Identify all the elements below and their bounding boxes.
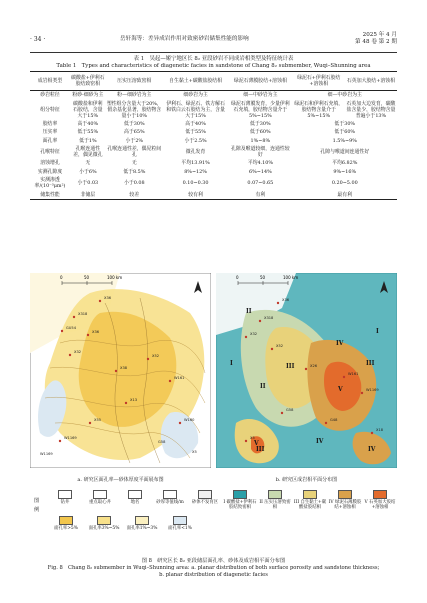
- legend-label: 钻井: [60, 500, 70, 505]
- table-header-cell: 自生黏土+碳酸盐胶结相: [163, 72, 228, 91]
- map-a-caption: a. 研究区面孔率—砂体厚度平面展布图: [77, 477, 164, 483]
- table-cell: 塑性组分含量大于20%，假杂基化显著，胶结物含量小于10%: [106, 100, 162, 119]
- well-label: W1169: [40, 452, 53, 456]
- table-cell: 碳酸盐和伊利石胶结，含量大于15%: [73, 100, 103, 119]
- scale-label: 0: [236, 275, 239, 280]
- table-cell: 微孔发育: [185, 149, 206, 156]
- table-cell: 石英加大边发育，碳酸盐含量少，胶结物含量普遍小于13%: [346, 100, 396, 119]
- table-cell: 孔喉连通性差，偶见粒间孔: [107, 146, 162, 159]
- facies-label: IV: [368, 446, 376, 453]
- table-cell: 平均4.10%: [247, 160, 274, 167]
- legend-swatch: [233, 490, 247, 499]
- table-cell: 8%~12%: [184, 168, 207, 175]
- table-row-label: 溶蚀增孔: [40, 160, 60, 167]
- table-header-cell: 绿泥石+伊利石胶结+溶蚀相: [293, 72, 345, 91]
- table-cell: 孔隙及喉道较细，连通性较好: [231, 146, 290, 159]
- table-header-cell: 压实压溶致密相: [106, 72, 163, 91]
- table-cell: 绿泥石薄膜发育，少量伊利石充填，胶结物含量介于5%~15%: [231, 100, 290, 119]
- table-cell: 细砂岩为主: [183, 92, 208, 99]
- table-row: [30, 159, 397, 167]
- table-row: [30, 137, 397, 145]
- table-cell: 9%~16%: [333, 168, 357, 175]
- well-label: X52: [152, 354, 160, 358]
- legend-swatch: [338, 490, 352, 499]
- table-cell: 低于60%: [334, 129, 356, 136]
- scale-label: 50: [260, 275, 266, 280]
- legend-label: V 石英加大胶结+溶蚀相: [364, 500, 396, 510]
- table-cell: 小于0.08: [123, 180, 145, 187]
- issue-info: [355, 32, 397, 46]
- scale-label: 100 km: [283, 275, 299, 280]
- table-row-label: 储集性能: [30, 190, 70, 199]
- table-cell: 高于65%: [123, 129, 145, 136]
- well-label: G48: [330, 418, 338, 422]
- table-cell: 低于8.5%: [123, 168, 146, 175]
- table-cell: 平均13.91%: [181, 160, 210, 167]
- legend-label: 砂体不发育区: [191, 500, 219, 505]
- legend-porosity-item: [162, 516, 198, 531]
- table-cell: 较差: [106, 190, 163, 199]
- well-label: W160: [184, 418, 195, 422]
- well-label: GU54: [66, 326, 76, 330]
- figure-caption: [30, 558, 397, 579]
- map-b-svg: [216, 273, 397, 468]
- diagenetic-facies-table: [30, 71, 397, 200]
- table-caption-en: Table 1 Types and characteristics of diagenetic facies in sandstone of Chang 8₂ submember, Wuqi–Shunning area: [56, 63, 371, 69]
- table-cell: 低于30%: [250, 120, 271, 127]
- table-row-label: 孔喉特征: [40, 149, 60, 156]
- legend-porosity-item: [48, 516, 84, 531]
- well-label: X36: [104, 296, 112, 300]
- table-row: [30, 91, 397, 100]
- legend-label: 砂厚等值线/m: [156, 500, 184, 505]
- running-title: 岳轩海等：差异成岩作用对致密砂岩储集性能的影响: [120, 36, 249, 42]
- figure-caption-en-2: b. planar distribution of diagenetic facies: [159, 572, 268, 578]
- table-row: [30, 120, 397, 128]
- table-cell: 粉砂-细砂为主: [72, 92, 104, 99]
- well-label: X32: [74, 350, 82, 354]
- table-cell: 低于60%: [250, 129, 271, 136]
- table-row: [30, 190, 397, 199]
- table-caption-cn: 表 1 吴起—姬宁地区长 8₂ 亚段砂岩不同成岩相类型及特征统计表: [133, 56, 294, 62]
- legend-swatch: [93, 490, 107, 499]
- legend-label: III 自生黏土+碳酸盐胶结相: [293, 500, 327, 510]
- well-label: X318: [78, 312, 88, 316]
- scale-label: 50: [84, 275, 90, 280]
- well-label: W161: [174, 376, 185, 380]
- scale-label: 0: [60, 275, 63, 280]
- well-label: X32: [250, 332, 258, 336]
- well-label: X36: [92, 330, 100, 334]
- table-cell: 高于40%: [185, 120, 206, 127]
- issue-date: 2025 年 4 月: [362, 32, 397, 38]
- legend-title: 图例: [34, 498, 40, 513]
- facies-label: III: [286, 363, 295, 370]
- table-row-label: 组分特征: [40, 106, 60, 113]
- table-row-label: 面孔率: [42, 137, 58, 144]
- table-cell: 小于2%: [125, 137, 144, 144]
- legend-item: [188, 490, 222, 505]
- well-label: X26: [310, 364, 318, 368]
- legend-swatch: [58, 490, 72, 499]
- legend-label: 面孔率<1%: [168, 526, 192, 531]
- legend-label: 面孔率3%~5%: [88, 526, 120, 531]
- table-cell: 无: [131, 160, 137, 167]
- facies-label: II: [260, 383, 266, 390]
- table-cell: 平均6.82%: [332, 160, 358, 167]
- header-rule: [30, 52, 397, 53]
- running-header: [30, 32, 397, 54]
- map-b-caption: b. 研究区成岩相平面分布图: [275, 477, 338, 483]
- legend-label: I 碳酸盐+伊利石胶结致密相: [223, 500, 257, 510]
- table-cell: 低于30%: [123, 120, 145, 127]
- legend-swatch: [135, 516, 149, 525]
- well-label: X318: [264, 316, 274, 320]
- table-cell: 小于6%: [79, 168, 97, 175]
- map-b-diagenetic-facies: [216, 273, 397, 468]
- table-cell: 孔喉连通性差，偶见微孔: [73, 146, 103, 159]
- table-cell: 1%~8%: [250, 137, 271, 144]
- facies-label: IV: [316, 438, 324, 445]
- legend-item: [363, 490, 397, 510]
- legend-swatch: [373, 490, 387, 499]
- legend-label: II 压实压溶致密相: [259, 500, 291, 510]
- table-cell: 0.07~0.65: [247, 180, 274, 187]
- well-label: W1169: [64, 436, 77, 440]
- figure-caption-en-1: Fig. 8 Chang 8₂ submember in Wuqi–Shunning area: a. planar distribution of both surface porosity and sandstone thickness;: [47, 565, 380, 571]
- table-cell: 伊利石、绿泥石、铁方解石和铁白云石胶结为主，含量大于15%: [166, 100, 225, 119]
- table-cell: 1.5%~9%: [332, 137, 357, 144]
- well-label: W1169: [366, 388, 379, 392]
- legend-swatch: [303, 490, 317, 499]
- table-row: [30, 145, 397, 159]
- legend-porosity-item: [86, 516, 122, 531]
- table-cell: 低于55%: [77, 129, 99, 136]
- table-cell: 粉—细砂岩为主: [117, 92, 152, 99]
- well-label: X36: [282, 298, 290, 302]
- table-header-cell: 石英加大胶结+溶蚀相: [345, 72, 397, 91]
- table-cell: 低于55%: [185, 129, 206, 136]
- legend-swatch: [97, 516, 111, 525]
- issue-volume: 第 48 卷 第 2 期: [355, 39, 397, 45]
- table-row: [30, 168, 397, 176]
- legend-swatch: [128, 490, 142, 499]
- well-label: X38: [120, 366, 128, 370]
- table-cell: 高于40%: [77, 120, 99, 127]
- legend-label: 面孔率1%~3%: [126, 526, 158, 531]
- legend-swatch: [268, 490, 282, 499]
- scale-label: 100 km: [107, 275, 123, 280]
- legend-swatch: [59, 516, 73, 525]
- legend-label: IV 绿泥石薄膜胶结+溶蚀相: [328, 500, 362, 510]
- table-cell: 细—中砂岩为主: [327, 92, 362, 99]
- facies-label: V: [254, 440, 259, 447]
- well-label: X5: [250, 436, 255, 440]
- table-cell: 小于2.5%: [184, 137, 207, 144]
- well-label: X52: [276, 344, 284, 348]
- table-cell: 细—中砂岩为主: [243, 92, 278, 99]
- facies-label: II: [246, 308, 252, 315]
- table-cell: 孔隙与喉道间连通性好: [320, 149, 370, 156]
- legend-item: [48, 490, 82, 505]
- facies-label: III: [256, 446, 265, 453]
- legend-porosity-item: [124, 516, 160, 531]
- legend-item: [328, 490, 362, 510]
- well-label: G58: [286, 408, 294, 412]
- table-cell: 较有利: [163, 190, 228, 199]
- well-label: X18: [376, 428, 384, 432]
- table-cell: 0.10~0.30: [182, 180, 209, 187]
- legend-label: 地名: [130, 500, 140, 505]
- well-label: X13: [130, 398, 138, 402]
- legend-item: [153, 490, 187, 505]
- table-cell: 非储层: [70, 190, 106, 199]
- table-cell: 低于1%: [79, 137, 97, 144]
- legend-label: 面孔率>5%: [54, 526, 78, 531]
- well-label: W161: [348, 372, 359, 376]
- facies-label: V: [338, 386, 343, 393]
- map-a-porosity-sandstone: [30, 273, 211, 468]
- table-row-label: 实测孔隙度: [37, 168, 63, 175]
- table-row-label: 实测渗透率/(10⁻³μm²): [34, 177, 66, 190]
- map-a-svg: [30, 273, 211, 468]
- well-label: G58: [158, 440, 166, 444]
- legend-swatch: [173, 516, 187, 525]
- facies-label: I: [230, 360, 233, 367]
- legend-label: 重点取心井: [89, 500, 111, 505]
- figure-8: [30, 273, 397, 485]
- legend-item: [118, 490, 152, 505]
- table-cell: 0.20~5.00: [331, 180, 358, 187]
- table-row: [30, 99, 397, 119]
- legend-swatch: [163, 490, 177, 499]
- well-label: X5: [192, 450, 197, 454]
- table-cell: 无: [85, 160, 91, 167]
- table-cell: 最有利: [293, 190, 397, 199]
- figure-caption-cn: 图 8 研究区长 8₂ 亚段储层面孔率、砂体及成岩相平面分布图: [141, 558, 286, 564]
- figure-legend: [30, 488, 397, 538]
- table-row-label: 胶结率: [42, 120, 58, 127]
- legend-item: [293, 490, 327, 510]
- facies-label: I: [376, 328, 379, 335]
- table-cell: 6%~14%: [248, 168, 272, 175]
- table-row-label: 压实率: [42, 129, 58, 136]
- table-cell: 小于0.03: [77, 180, 99, 187]
- legend-item: [223, 490, 257, 510]
- well-label: X55: [94, 418, 102, 422]
- table-header-cell: 成岩相类型: [30, 72, 70, 91]
- table-header-cell: 绿泥石薄膜胶结+溶蚀相: [228, 72, 292, 91]
- legend-swatch: [198, 490, 212, 499]
- legend-item: [83, 490, 117, 505]
- table-row: [30, 176, 397, 190]
- facies-label: IV: [336, 340, 344, 347]
- table-cell: 有利: [228, 190, 292, 199]
- table-row: [30, 128, 397, 136]
- facies-label: III: [366, 360, 375, 367]
- page-number: · 34 ·: [30, 36, 46, 43]
- table-cell: 绿泥石和伊利石充填，胶结物含量介于5%~15%: [294, 100, 344, 119]
- table-cell: 低于30%: [334, 120, 356, 127]
- legend-item: [258, 490, 292, 510]
- table-row-label: 砂岩粒径: [40, 92, 60, 99]
- table-header-cell: 碳酸盐+伊利石胶结致密相: [70, 72, 106, 91]
